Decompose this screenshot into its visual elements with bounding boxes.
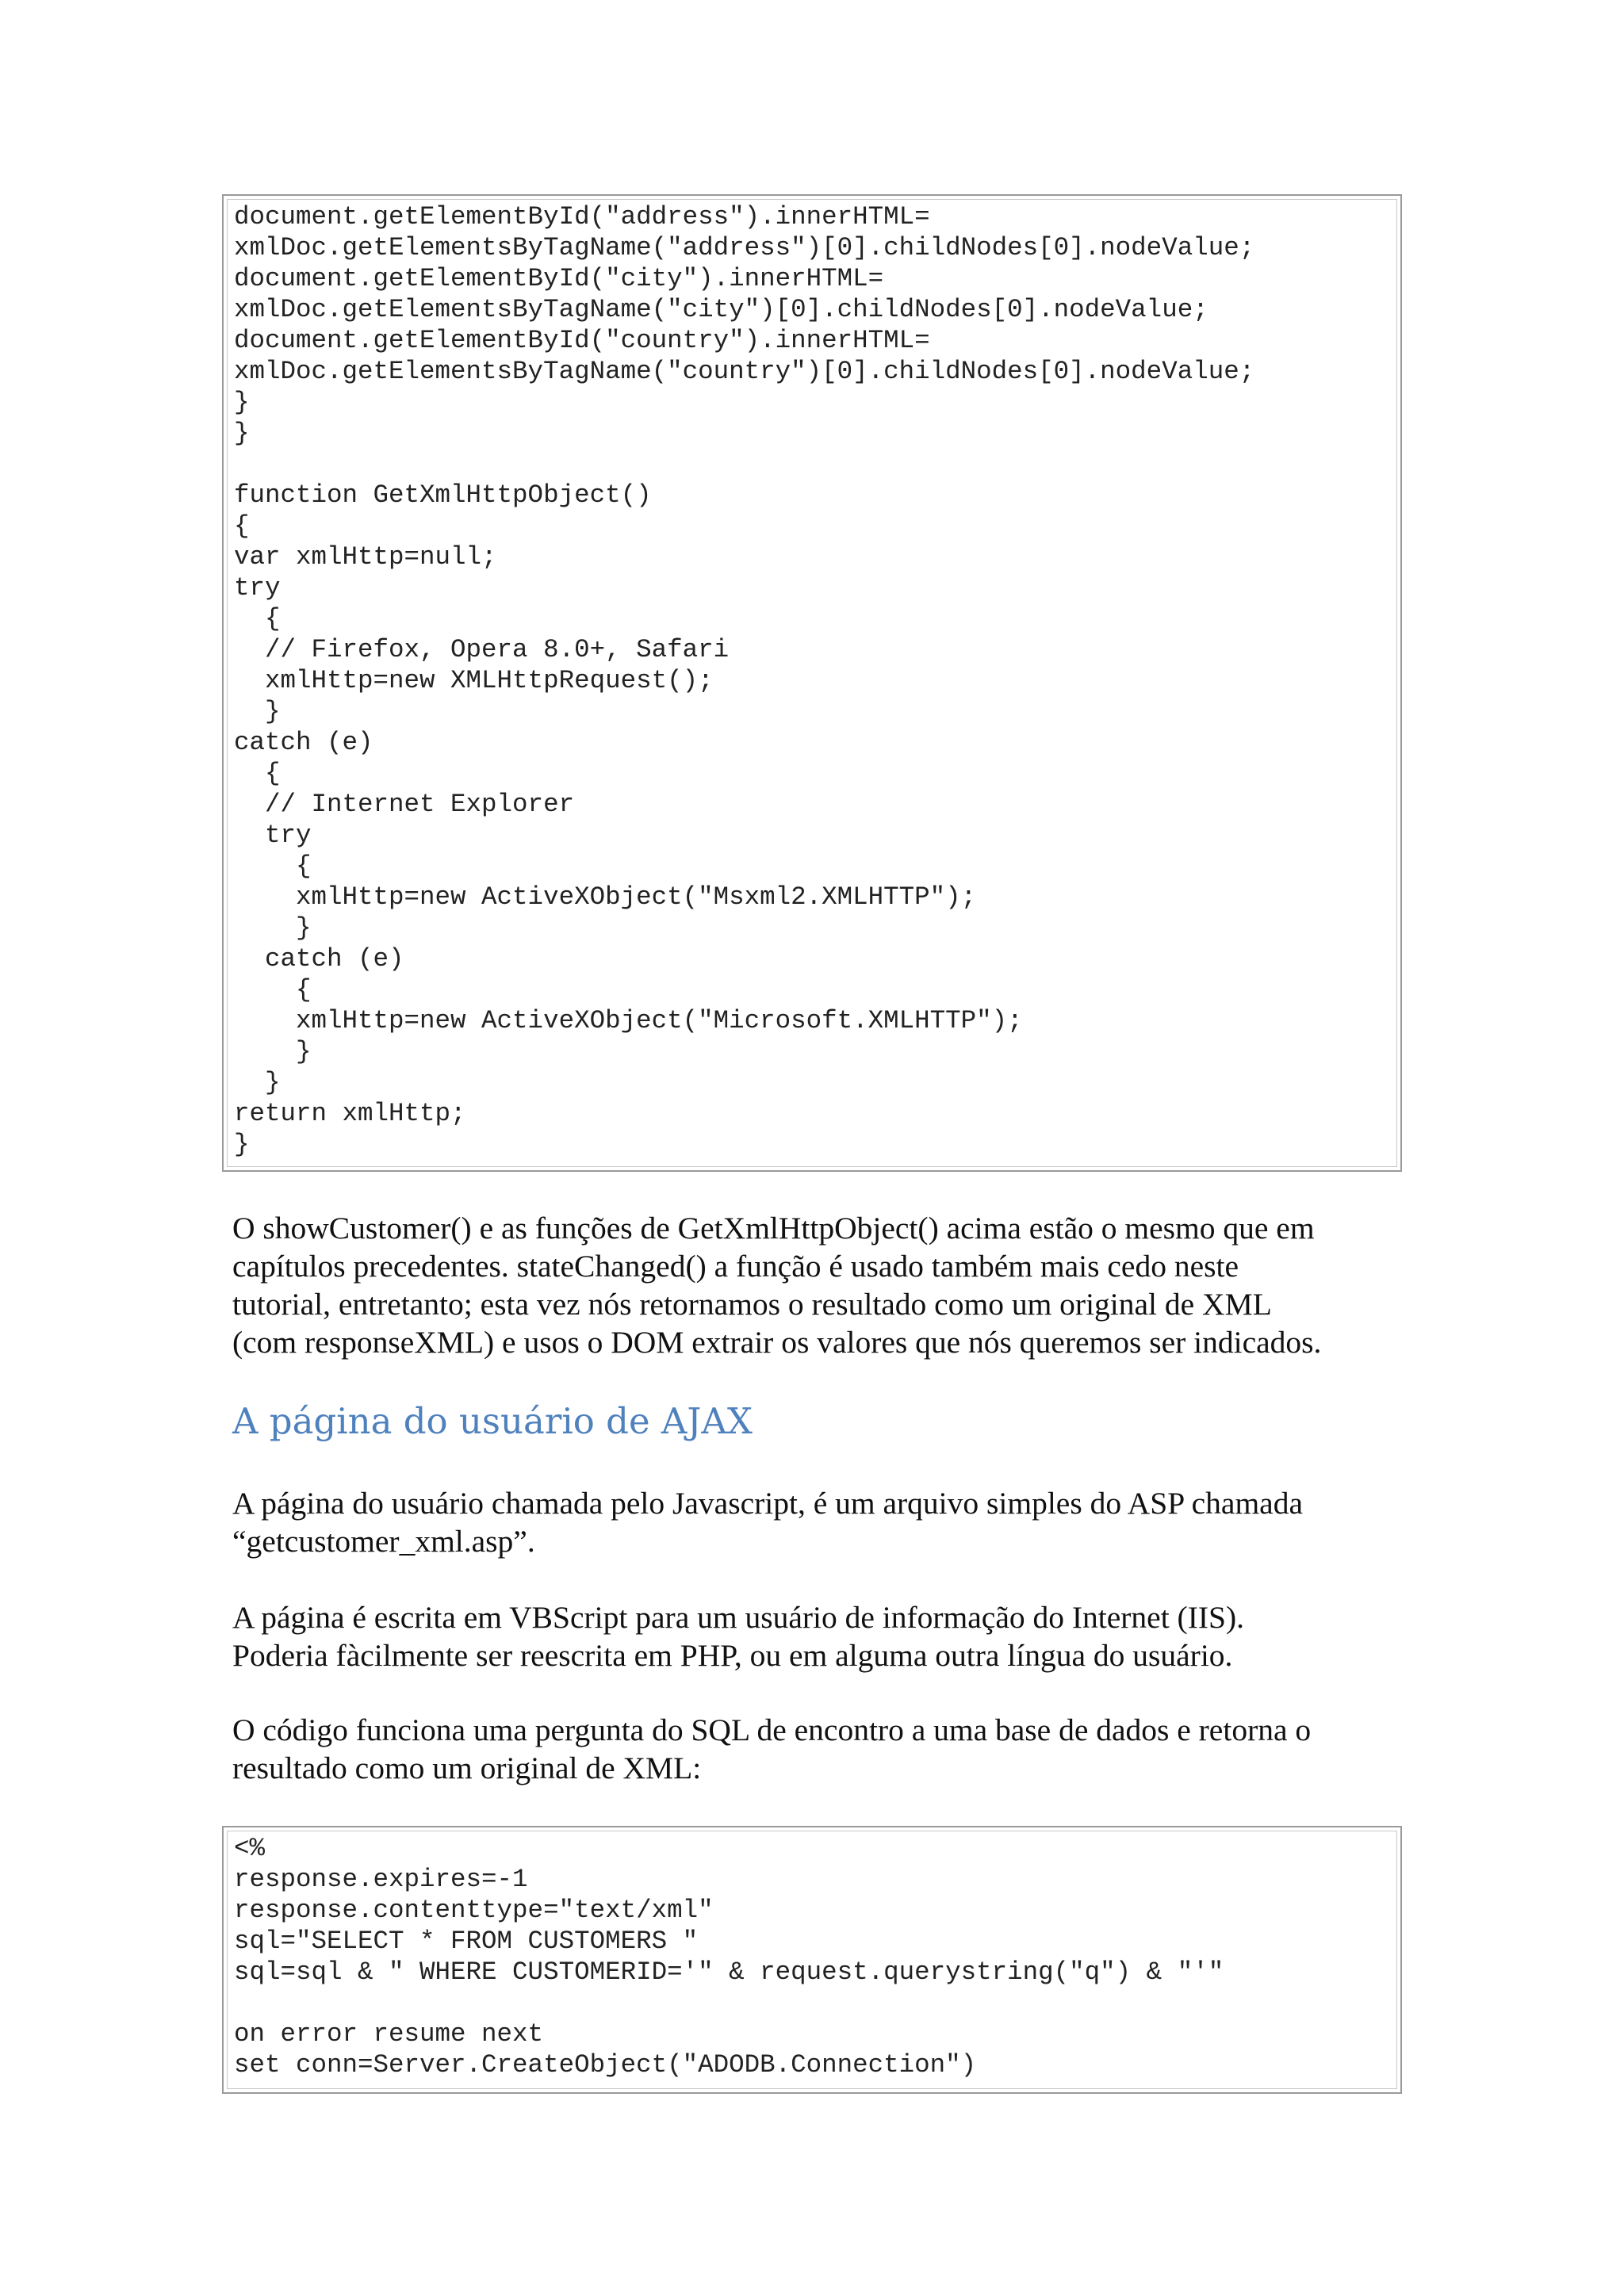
code-line: on error resume next	[234, 2019, 544, 2049]
code-line: document.getElementById("city").innerHTML=	[234, 264, 884, 293]
code-line: var xmlHttp=null;	[234, 542, 497, 572]
code-line: {	[234, 604, 281, 633]
paragraph-line: O showCustomer() e as funções de GetXmlHttpObject() acima estão o mesmo que em	[232, 1211, 1315, 1246]
paragraph-vbscript	[232, 1598, 1422, 1674]
paragraph-line: “getcustomer_xml.asp”.	[232, 1524, 535, 1559]
code-line: }	[234, 1037, 312, 1066]
code-line: {	[234, 851, 312, 881]
code-line: {	[234, 975, 312, 1004]
code-line: xmlHttp=new ActiveXObject("Microsoft.XMLHTTP");	[234, 1006, 1023, 1035]
code-line: xmlHttp=new XMLHttpRequest();	[234, 666, 714, 695]
code-line: try	[234, 821, 312, 850]
code-line: // Firefox, Opera 8.0+, Safari	[234, 635, 730, 664]
code-line: document.getElementById("address").innerHTML=	[234, 202, 930, 232]
code-line: {	[234, 759, 281, 788]
code-line: response.expires=-1	[234, 1865, 528, 1894]
code-line: xmlDoc.getElementsByTagName("address")[0].childNodes[0].nodeValue;	[234, 233, 1255, 262]
code-line: {	[234, 511, 250, 541]
paragraph-line: O código funciona uma pergunta do SQL de encontro a uma base de dados e retorna o	[232, 1712, 1312, 1747]
paragraph-line: tutorial, entretanto; esta vez nós retornamos o resultado como um original de XML	[232, 1287, 1272, 1322]
code-line: document.getElementById("country").innerHTML=	[234, 326, 930, 355]
paragraph-line: resultado como um original de XML:	[232, 1751, 702, 1785]
paragraph-line: (com responseXML) e usos o DOM extrair os valores que nós queremos ser indicados.	[232, 1325, 1322, 1360]
code-line: return xmlHttp;	[234, 1099, 466, 1128]
paragraph-explanation	[232, 1209, 1422, 1361]
code-line: function GetXmlHttpObject()	[234, 480, 652, 510]
code-block-asp	[222, 1826, 1402, 2094]
code-line: }	[234, 913, 312, 943]
code-block-inner	[227, 199, 1397, 1167]
code-block-javascript	[222, 194, 1402, 1172]
code-line: catch (e)	[234, 728, 373, 757]
paragraph-sql	[232, 1711, 1422, 1787]
code-line: sql="SELECT * FROM CUSTOMERS "	[234, 1927, 699, 1956]
code-line: // Internet Explorer	[234, 790, 575, 819]
paragraph-server-page	[232, 1484, 1422, 1560]
code-line: sql=sql & " WHERE CUSTOMERID='" & request.querystring("q") & "'"	[234, 1957, 1224, 1987]
code-line	[234, 449, 1390, 480]
code-block-inner	[227, 1831, 1397, 2089]
code-line: catch (e)	[234, 944, 404, 974]
code-line: xmlDoc.getElementsByTagName("city")[0].childNodes[0].nodeValue;	[234, 295, 1208, 324]
code-line: }	[234, 419, 250, 448]
paragraph-line: capítulos precedentes. stateChanged() a função é usado também mais cedo neste	[232, 1249, 1239, 1284]
code-line: set conn=Server.CreateObject("ADODB.Connection")	[234, 2050, 977, 2080]
code-line: <%	[234, 1834, 266, 1863]
paragraph-line: A página do usuário chamada pelo Javascript, é um arquivo simples do ASP chamada	[232, 1486, 1304, 1521]
section-heading: A página do usuário de AJAX	[232, 1400, 753, 1442]
code-line: }	[234, 1130, 250, 1159]
code-line: xmlDoc.getElementsByTagName("country")[0].childNodes[0].nodeValue;	[234, 357, 1255, 386]
code-line: }	[234, 697, 281, 726]
code-line: }	[234, 1068, 281, 1097]
code-line: }	[234, 388, 250, 417]
paragraph-line: A página é escrita em VBScript para um usuário de informação do Internet (IIS).	[232, 1600, 1245, 1635]
code-line: try	[234, 573, 281, 603]
code-line	[234, 1988, 1390, 2019]
code-line: response.contenttype="text/xml"	[234, 1896, 714, 1925]
paragraph-line: Poderia fàcilmente ser reescrita em PHP, ou em alguma outra língua do usuário.	[232, 1638, 1233, 1673]
code-line: xmlHttp=new ActiveXObject("Msxml2.XMLHTTP");	[234, 882, 977, 912]
